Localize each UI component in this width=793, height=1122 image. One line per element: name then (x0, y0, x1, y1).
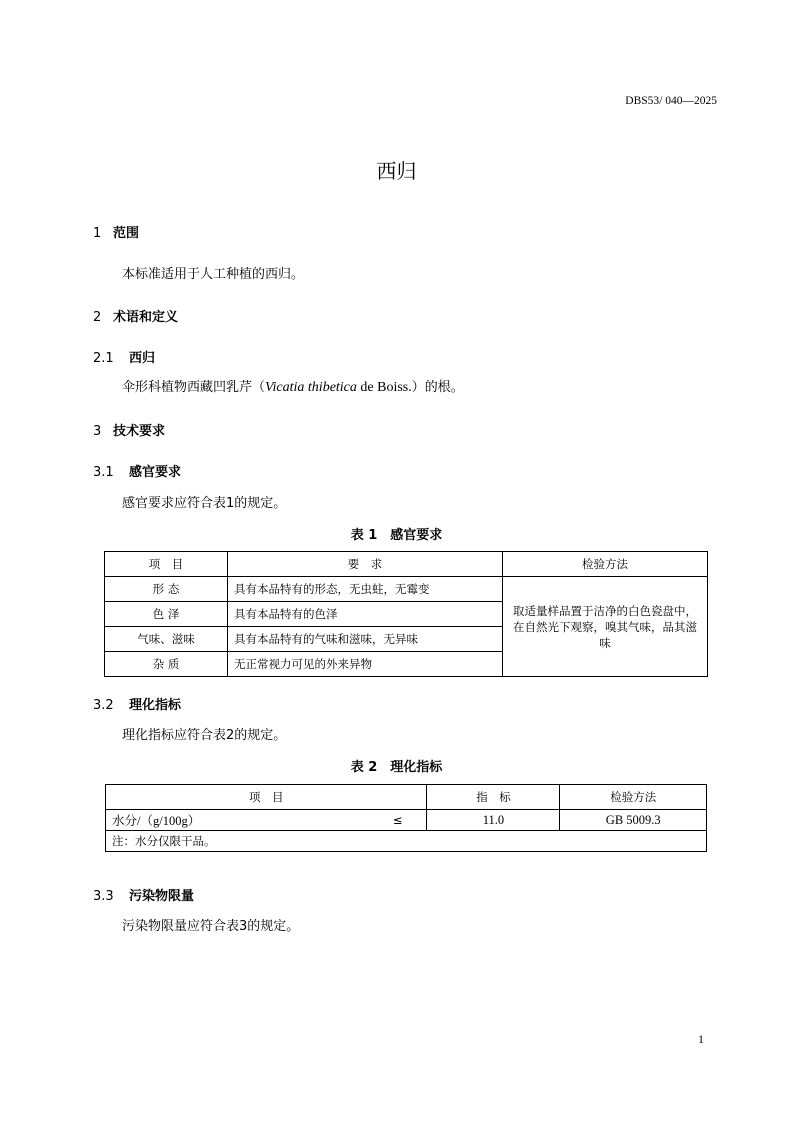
table-header-row (105, 552, 708, 577)
latin-name: Vicatia thibetica (265, 380, 357, 395)
table-note-row (106, 831, 707, 852)
section-3-1-heading (93, 461, 181, 480)
section-3-3-text: 污染物限量应符合表3的规定。 (122, 919, 300, 934)
section-number: 3.3 (93, 889, 114, 904)
section-title: 技术要求 (113, 424, 166, 439)
section-2-1-definition (122, 376, 464, 396)
section-3-3-heading (93, 885, 194, 904)
header-method: 检验方法 (560, 785, 707, 810)
row-item (106, 810, 319, 831)
table-1-caption: 表 1 感官要求 (350, 528, 443, 543)
row-requirement: 无正常视力可见的外来异物 (228, 652, 503, 677)
header-item: 项 目 (105, 552, 228, 577)
table-header-row (106, 785, 707, 810)
row-item: 气味、滋味 (105, 627, 228, 652)
row-requirement: 具有本品特有的气味和滋味，无异味 (228, 627, 503, 652)
section-3-2-text: 理化指标应符合表2的规定。 (122, 728, 287, 743)
latin-author: de Boiss. (356, 380, 412, 395)
section-1-heading (93, 222, 139, 241)
section-number: 3 (93, 424, 102, 439)
section-2-heading (93, 306, 178, 325)
section-title: 污染物限量 (129, 889, 195, 904)
table-row (105, 577, 708, 602)
table-2-physicochemical (105, 784, 707, 852)
section-1-text: 本标准适用于人工种植的西归。 (122, 267, 305, 282)
section-number: 3.1 (93, 465, 114, 480)
header-index: 指 标 (427, 785, 560, 810)
row-value: 11.0 (427, 810, 560, 831)
section-3-2-heading (93, 694, 181, 713)
page-number: 1 (698, 1032, 704, 1046)
section-3-heading (93, 420, 165, 439)
header-item: 项 目 (106, 785, 427, 810)
header-method: 检验方法 (503, 552, 708, 577)
section-title: 西归 (129, 351, 156, 366)
section-3-1-text: 感官要求应符合表1的规定。 (122, 496, 287, 511)
section-number: 2 (93, 310, 102, 325)
row-method: GB 5009.3 (560, 810, 707, 831)
row-operator: ≤ (318, 810, 427, 831)
row-requirement: 具有本品特有的色泽 (228, 602, 503, 627)
table-note: 注：水分仅限干品。 (106, 831, 707, 852)
row-item: 色 泽 (105, 602, 228, 627)
header-requirement: 要 求 (228, 552, 503, 577)
section-2-1-heading (93, 347, 155, 366)
section-title: 范围 (113, 226, 140, 241)
document-code: DBS53/ 040—2025 (625, 95, 717, 107)
definition-text-after: ）的根。 (411, 380, 464, 395)
definition-text-before: 伞形科植物西藏凹乳芹（ (122, 380, 266, 395)
row-item: 形 态 (105, 577, 228, 602)
table-2-caption: 表 2 理化指标 (350, 760, 443, 775)
section-number: 3.2 (93, 698, 114, 713)
document-title: 西归 (376, 159, 417, 183)
section-title: 理化指标 (129, 698, 182, 713)
item-text: 水分/（g/100g） (112, 814, 201, 828)
table-row (106, 810, 707, 831)
row-item: 杂 质 (105, 652, 228, 677)
section-number: 2.1 (93, 351, 114, 366)
section-title: 感官要求 (129, 465, 182, 480)
method-cell: 取适量样品置于洁净的白色瓷盘中，在自然光下观察，嗅其气味，品其滋味 (503, 577, 708, 677)
section-title: 术语和定义 (113, 310, 179, 325)
row-requirement: 具有本品特有的形态，无虫蛀，无霉变 (228, 577, 503, 602)
table-1-sensory (104, 551, 708, 677)
section-number: 1 (93, 226, 102, 241)
